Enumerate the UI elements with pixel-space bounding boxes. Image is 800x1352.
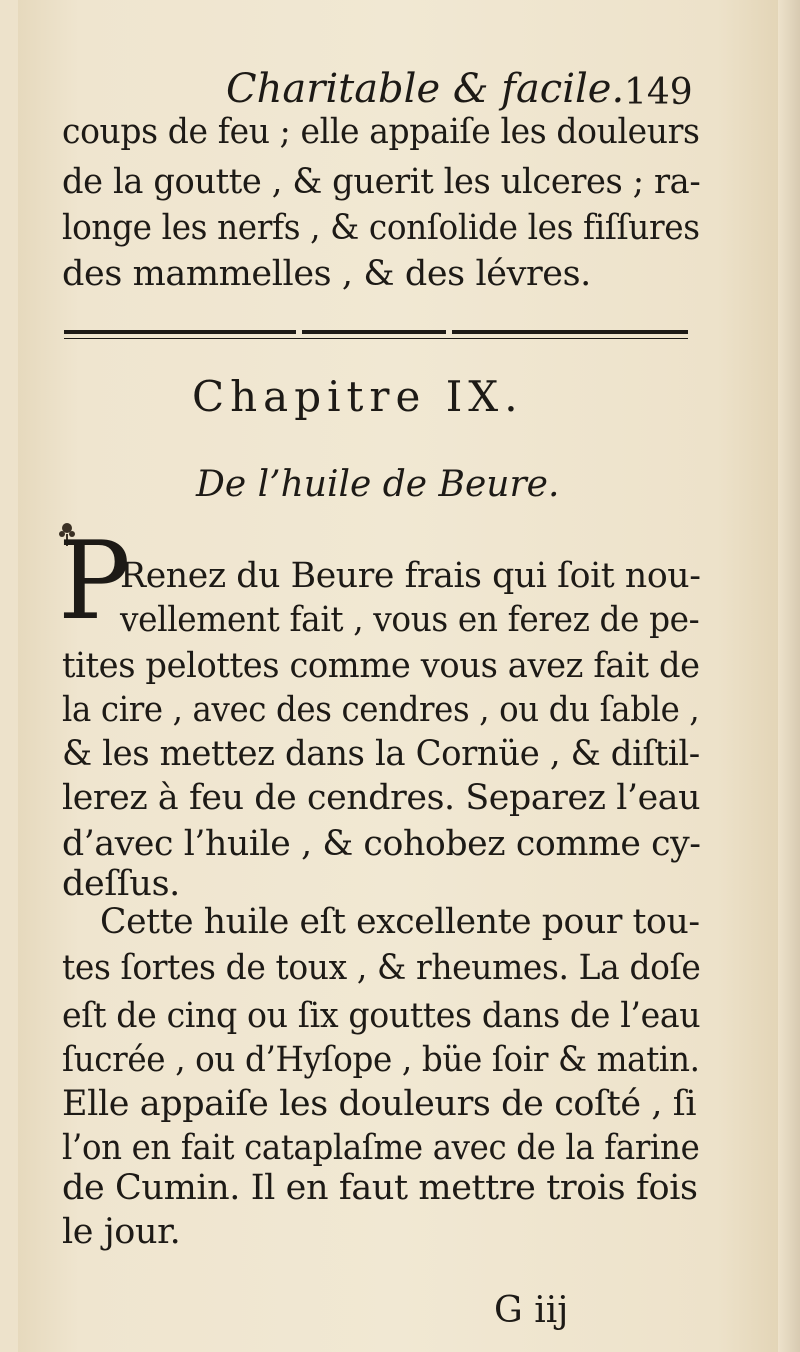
signature-mark: G iij xyxy=(494,1290,569,1331)
drop-cap: P xyxy=(58,519,131,644)
paragraph-line: tes ſortes de toux , & rheumes. La doſe xyxy=(62,948,701,988)
ornamental-rule-middle xyxy=(302,330,446,334)
paragraph-line: tites pelottes comme vous avez fait de xyxy=(62,646,700,686)
paragraph-line: deſſus. xyxy=(62,864,180,904)
paragraph-line: lerez à feu de cendres. Separez l’eau xyxy=(62,778,701,818)
paragraph-line: vellement fait , vous en ferez de pe- xyxy=(120,600,700,640)
ornamental-rule-thin xyxy=(64,338,688,339)
paragraph-line: ſucrée , ou d’Hyſope , büe ſoir & matin. xyxy=(62,1040,700,1080)
paragraph-line: Elle appaiſe les douleurs de coſté , ſi xyxy=(62,1084,697,1124)
paragraph-line: eſt de cinq ou ſix gouttes dans de l’eau xyxy=(62,996,701,1036)
continuation-line: des mammelles , & des lévres. xyxy=(62,254,591,294)
paragraph-line: & les mettez dans la Cornüe , & diſtil- xyxy=(62,734,700,774)
paragraph-line: la cire , avec des cendres , ou du ſable , xyxy=(62,690,700,730)
running-header: Charitable & facile. xyxy=(226,66,625,112)
chapter-subtitle: De l’huile de Beure. xyxy=(196,464,560,505)
ornamental-rule-left xyxy=(64,330,296,334)
paragraph-line: Cette huile eſt excellente pour tou- xyxy=(100,902,700,942)
page-edge-shadow xyxy=(778,0,800,1352)
paragraph-line: d’avec l’huile , & cohobez comme cy- xyxy=(62,824,701,864)
continuation-line: coups de feu ; elle appaiſe les douleurs xyxy=(62,112,700,152)
page-number: 149 xyxy=(624,72,693,113)
paragraph-line: le jour. xyxy=(62,1212,181,1252)
ornamental-rule-right xyxy=(452,330,688,334)
continuation-line: de la goutte , & guerit les ulceres ; ra- xyxy=(62,162,701,202)
continuation-line: longe les nerfs , & conſolide les fiſſures xyxy=(62,208,700,248)
paragraph-line: l’on en fait cataplaſme avec de la farine xyxy=(62,1128,700,1168)
paragraph-line: de Cumin. Il en faut mettre trois fois xyxy=(62,1168,698,1208)
paragraph-line: Renez du Beure frais qui ſoit nou- xyxy=(120,556,701,596)
chapter-heading: Chapitre IX. xyxy=(192,372,524,421)
